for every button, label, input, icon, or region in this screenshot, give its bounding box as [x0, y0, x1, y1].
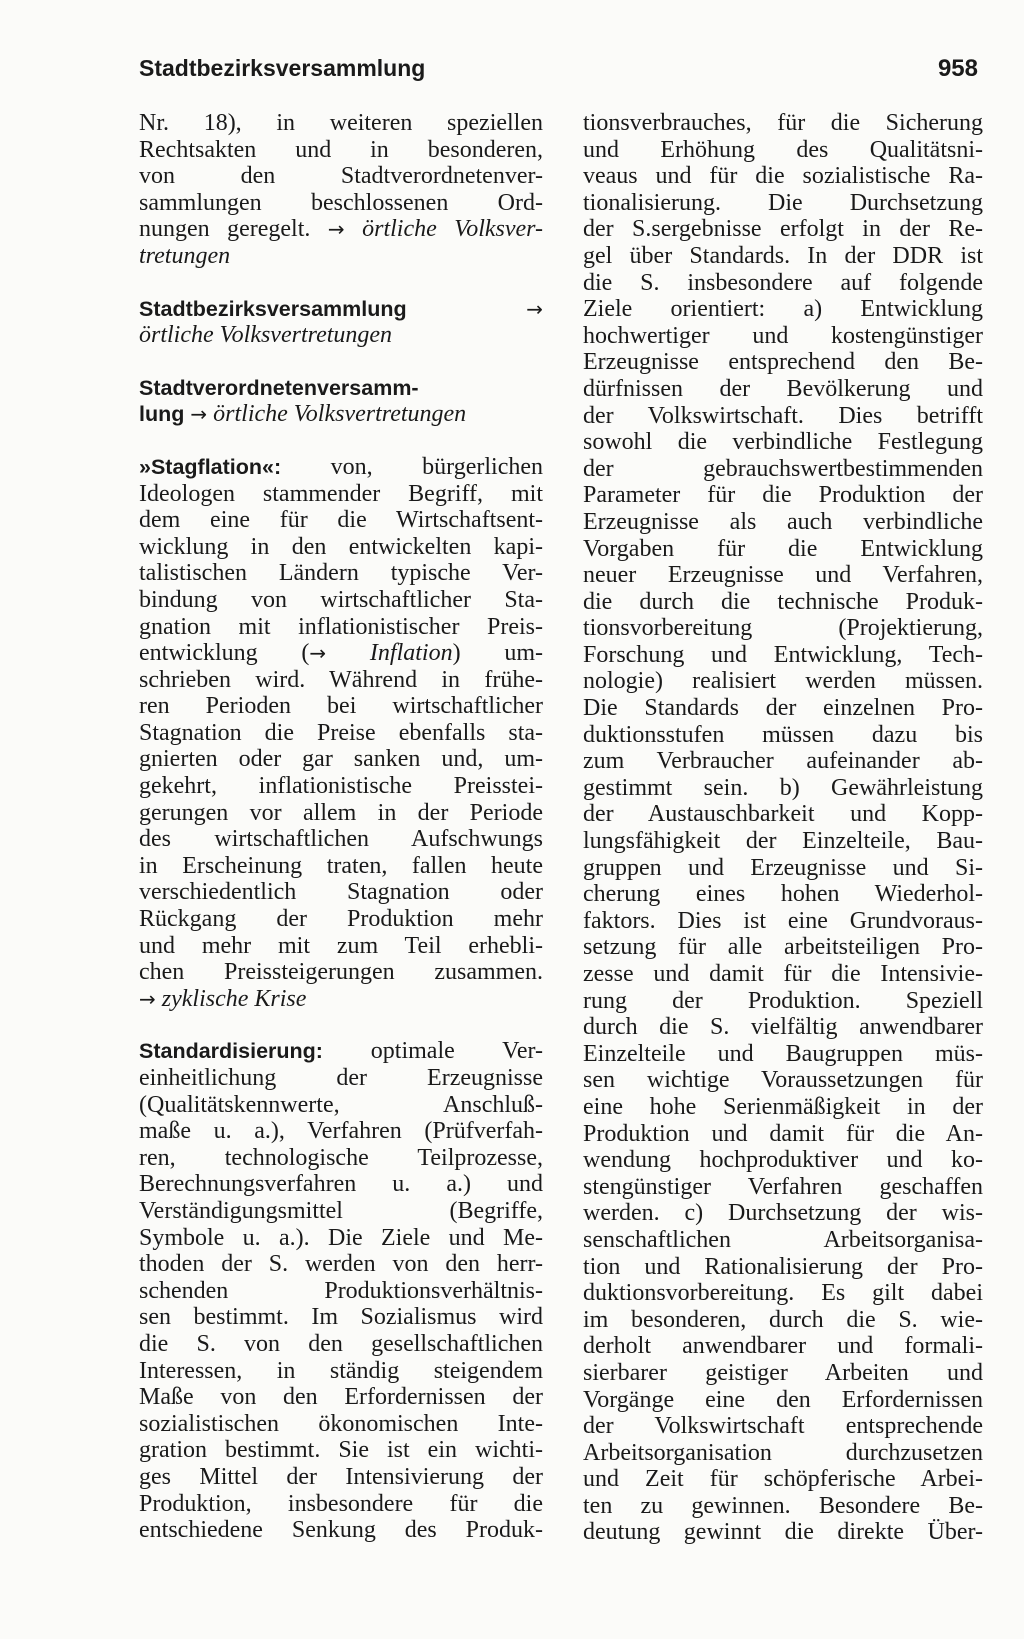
text-line: duktionsvorbereitung. Es gilt dabei [583, 1280, 983, 1307]
text-line: ren, technologische Teilprozesse, [139, 1144, 543, 1171]
text-fragment: nungen geregelt. [139, 216, 311, 243]
cross-reference-link[interactable]: zyklische Krise [161, 985, 307, 1012]
text-line: Nr. 18), in weiteren speziellen [139, 110, 543, 136]
text-line: gnation mit inflationistischer Preis- [139, 613, 543, 640]
text-line: Maße von den Erfordernissen der [139, 1384, 543, 1411]
text-line: der S.sergebnisse erfolgt in der Re- [583, 216, 983, 243]
text-line: maße u. a.), Verfahren (Prüfverfah- [139, 1118, 543, 1145]
text-line: derholt anwendbarer und formali- [583, 1333, 983, 1360]
text-line: und mehr mit zum Teil erhebli- [139, 932, 543, 959]
text-line: und Erhöhung des Qualitätsni- [583, 136, 983, 163]
text-fragment: ) um- [452, 640, 544, 667]
text-line: neuer Erzeugnisse und Verfahren, [583, 562, 983, 589]
cross-reference-link[interactable]: tretungen [139, 242, 231, 269]
entry-stadtbezirksversammlung [139, 296, 543, 349]
text-line [139, 640, 543, 667]
entry-standardisierung-continued [583, 110, 983, 1546]
text-line: zesse und damit für die Intensivie- [583, 961, 983, 987]
text-line: Forschung und Entwicklung, Tech- [583, 641, 983, 668]
text-line: gration bestimmt. Sie ist ein wichti- [139, 1437, 543, 1464]
cross-reference-arrow-icon: → [526, 296, 543, 321]
text-line: dürfnissen der Bevölkerung und [583, 375, 983, 402]
text-line: zum Verbraucher aufeinander ab- [583, 748, 983, 775]
text-line: Einzelteile und Baugruppen müs- [583, 1040, 983, 1067]
text-line: Rückgang der Produktion mehr [139, 906, 543, 933]
right-column [583, 110, 983, 1546]
text-fragment: optimale Ver- [370, 1038, 543, 1065]
text-line [139, 986, 543, 1013]
entry-stadtverordnetenversammlung [139, 375, 543, 428]
text-line: dem eine für die Wirtschaftsent- [139, 507, 543, 534]
text-line: veaus und für die sozialistische Ra- [583, 163, 983, 190]
entry-keyword: lung [139, 402, 185, 427]
text-line: Vorgaben für die Entwicklung [583, 535, 983, 562]
text-line: nologie) realisiert werden müssen. [583, 668, 983, 695]
text-line: verschiedentlich Stagnation oder [139, 879, 543, 906]
cross-reference-arrow-icon: → [190, 402, 208, 427]
text-line: talistischen Ländern typische Ver- [139, 560, 543, 587]
text-line: Arbeitsorganisation durchzusetzen [583, 1439, 983, 1466]
text-line: wendung hochproduktiver und ko- [583, 1147, 983, 1174]
cross-reference-link[interactable]: Inflation [369, 640, 453, 667]
text-line: ren Perioden bei wirtschaftlicher [139, 693, 543, 720]
text-line: gnierten oder gar sanken und, um- [139, 746, 543, 773]
text-line: und Zeit für schöpferische Arbei- [583, 1466, 983, 1493]
text-line: durch die S. vielfältig anwendbarer [583, 1014, 983, 1041]
text-line: der gebrauchswertbestimmenden [583, 455, 983, 482]
cross-reference-link[interactable]: örtliche Volksvertretungen [213, 401, 467, 428]
text-line: im besonderen, durch die S. wie- [583, 1306, 983, 1333]
text-line: ten zu gewinnen. Besondere Be- [583, 1492, 983, 1519]
left-column [139, 110, 543, 1570]
text-line: rung der Produktion. Speziell [583, 987, 983, 1014]
text-line: Die Standards der einzelnen Pro- [583, 695, 983, 722]
text-line: Rechtsakten und in besonderen, [139, 136, 543, 163]
text-line: die S. von den gesellschaftlichen [139, 1330, 543, 1357]
text-line: hochwertiger und kostengünstiger [583, 322, 983, 349]
text-line: chen Preissteigerungen zusammen. [139, 959, 543, 986]
cross-reference-arrow-icon: → [139, 986, 156, 1011]
text-line: die S. insbesondere auf folgende [583, 269, 983, 296]
text-line: gruppen und Erzeugnisse und Si- [583, 854, 983, 881]
entry-standardisierung [139, 1038, 543, 1543]
text-line: schrieben wird. Während in frühe- [139, 666, 543, 693]
text-line: sen wichtige Voraussetzungen für [583, 1067, 983, 1094]
text-line: Ideologen stammender Begriff, mit [139, 480, 543, 507]
text-line: bindung von wirtschaftlicher Sta- [139, 586, 543, 613]
text-line: thoden der S. werden von den herr- [139, 1251, 543, 1278]
text-line [139, 296, 543, 323]
text-fragment: von, bürgerlichen [330, 453, 543, 480]
text-line: sozialistischen ökonomischen Inte- [139, 1410, 543, 1437]
text-line: faktors. Dies ist eine Grundvoraus- [583, 907, 983, 934]
text-line: cherung eines hohen Wiederhol- [583, 881, 983, 908]
entry-keyword: Stadtverordnetenversamm- [139, 375, 419, 400]
text-line: sowohl die verbindliche Festlegung [583, 429, 983, 456]
text-line: lungsfähigkeit der Einzelteile, Bau- [583, 828, 983, 855]
entry-keyword: Standardisierung: [139, 1039, 323, 1064]
text-line [139, 322, 543, 349]
text-line: Interessen, in ständig steigendem [139, 1357, 543, 1384]
text-line: die durch die technische Produk- [583, 588, 983, 615]
text-line: Stagnation die Preise ebenfalls sta- [139, 719, 543, 746]
text-line [139, 454, 543, 481]
text-line: des wirtschaftlichen Aufschwungs [139, 826, 543, 853]
text-line: stengünstiger Verfahren geschaffen [583, 1173, 983, 1200]
cross-reference-arrow-icon: → [309, 641, 327, 666]
text-line: tionalisierung. Die Durchsetzung [583, 189, 983, 216]
text-fragment: entwicklung ( [139, 640, 310, 667]
cross-reference-link[interactable]: örtliche Volksver- [362, 216, 544, 243]
entry-stagflation [139, 454, 543, 1012]
text-line: eine hohe Serienmäßigkeit in der [583, 1093, 983, 1120]
text-line: sen bestimmt. Im Sozialismus wird [139, 1304, 543, 1331]
text-line: tionsverbrauches, für die Sicherung [583, 110, 983, 136]
text-line [139, 401, 543, 428]
text-line: Ziele orientiert: a) Entwicklung [583, 296, 983, 323]
text-line: Produktion und damit für die An- [583, 1120, 983, 1147]
text-line: gerungen vor allem in der Periode [139, 799, 543, 826]
text-line: tion und Rationalisierung der Pro- [583, 1253, 983, 1280]
text-line: der Volkswirtschaft entsprechende [583, 1413, 983, 1440]
text-line: Berechnungsverfahren u. a.) und [139, 1171, 543, 1198]
page-header [139, 55, 978, 95]
text-line: (Qualitätskennwerte, Anschluß- [139, 1091, 543, 1118]
text-line: Erzeugnisse entsprechend den Be- [583, 349, 983, 376]
entry-keyword: »Stagflation«: [139, 454, 282, 479]
text-line: sammlungen beschlossenen Ord- [139, 189, 543, 216]
text-line: duktionsstufen müssen dazu bis [583, 721, 983, 748]
text-line: Verständigungsmittel (Begriffe, [139, 1197, 543, 1224]
text-line [139, 375, 543, 402]
running-head: Stadtbezirksversammlung [139, 55, 426, 81]
text-line: Erzeugnisse als auch verbindliche [583, 508, 983, 535]
text-line: wicklung in den entwickelten kapi- [139, 533, 543, 560]
text-line: werden. c) Durchsetzung der wis- [583, 1200, 983, 1227]
text-line: gestimmt sein. b) Gewährleistung [583, 774, 983, 801]
text-line: Produktion, insbesondere für die [139, 1490, 543, 1517]
entry-keyword: Stadtbezirksversammlung [139, 296, 407, 321]
text-line: von den Stadtverordnetenver- [139, 163, 543, 190]
text-line: der Volkswirtschaft. Dies betrifft [583, 402, 983, 429]
cross-reference-arrow-icon: → [327, 217, 345, 242]
text-line: schenden Produktionsverhältnis- [139, 1277, 543, 1304]
text-line: tionsvorbereitung (Projektierung, [583, 615, 983, 642]
text-line: ges Mittel der Intensivierung der [139, 1463, 543, 1490]
text-line: setzung für alle arbeitsteiligen Pro- [583, 934, 983, 961]
text-line [139, 243, 543, 270]
text-line: Vorgänge eine den Erfordernissen [583, 1386, 983, 1413]
entry-continuation [139, 110, 543, 270]
text-line: deutung gewinnt die direkte Über- [583, 1519, 983, 1546]
text-line: gel über Standards. In der DDR ist [583, 242, 983, 269]
text-line: einheitlichung der Erzeugnisse [139, 1065, 543, 1091]
text-line: in Erscheinung traten, fallen heute [139, 852, 543, 879]
text-line [139, 216, 543, 243]
text-line: Parameter für die Produktion der [583, 482, 983, 509]
text-line: entschiedene Senkung des Produk- [139, 1517, 543, 1544]
text-line [139, 1038, 543, 1065]
page-number: 958 [937, 55, 978, 82]
text-line: gekehrt, inflationistische Preisstei- [139, 773, 543, 800]
text-line: senschaftlichen Arbeitsorganisa- [583, 1226, 983, 1253]
text-line: Symbole u. a.). Die Ziele und Me- [139, 1224, 543, 1251]
cross-reference-link[interactable]: örtliche Volksvertretungen [139, 322, 393, 349]
text-line: der Austauschbarkeit und Kopp- [583, 801, 983, 828]
text-line: sierbarer geistiger Arbeiten und [583, 1359, 983, 1386]
